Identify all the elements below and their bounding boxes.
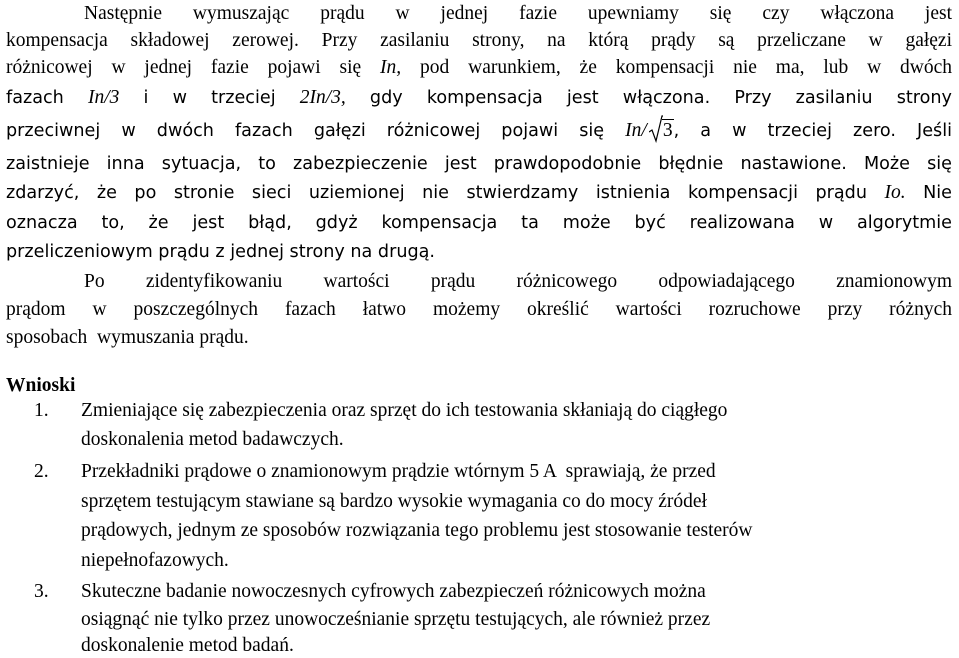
formula-in: In, xyxy=(380,57,402,78)
sqrt-operand: 3 xyxy=(662,120,673,141)
list-item-line: Zmieniające się zabezpieczenia oraz sprzęt do ich testowania skłaniają do ciągłego xyxy=(81,400,728,421)
list-item-line: niepełnofazowych. xyxy=(81,550,229,571)
text: zaistnieje inna sytuacja, to zabezpieczenie jest prawdopodobnie błędnie nastawione. Może się xyxy=(6,154,952,174)
list-number: 2. xyxy=(34,461,49,482)
text: Po zidentyfikowaniu wartości prądu różnicowego odpowiadającego znamionowym xyxy=(84,271,952,292)
text: sposobach wymuszania prądu. xyxy=(6,327,249,348)
list-item-line: osiągnąć nie tylko przez unowocześnianie sprzętu testujących, ale również przez xyxy=(81,609,711,630)
formula-2in-3: 2In/3, xyxy=(299,87,346,108)
sqrt-symbol xyxy=(649,119,674,143)
text: kompensacja składowej zerowej. Przy zasilaniu strony, na którą prądy są przeliczane w gałęzi xyxy=(6,30,952,51)
text: zdarzyć, że po stronie sieci uziemionej nie stwierdzamy istnienia kompensacji prądu xyxy=(6,183,885,203)
list-number: 1. xyxy=(34,400,49,421)
text: przeciwnej w dwóch fazach gałęzi różnicowej pojawi się xyxy=(6,121,626,141)
list-item-line: doskonalenie metod badań. xyxy=(81,635,294,656)
list-item-line: Skuteczne badanie nowoczesnych cyfrowych zabezpieczeń różnicowych można xyxy=(81,581,706,602)
text: Nie xyxy=(905,183,952,203)
list-item-line: Przekładniki prądowe o znamionowym prądzie wtórnym 5 A sprawiają, że przed xyxy=(81,461,716,482)
paragraph-1-line-8 xyxy=(6,211,952,235)
formula-in-over: In/ xyxy=(625,120,647,141)
conclusions-heading: Wnioski xyxy=(6,375,76,396)
text: fazach xyxy=(6,88,88,108)
paragraph-1-line-3 xyxy=(6,56,952,80)
list-item-line: doskonalenia metod badawczych. xyxy=(81,429,344,450)
paragraph-1-line-2 xyxy=(6,29,952,53)
text: prądom w poszczególnych fazach łatwo możemy określić wartości rozruchowe przy różnych xyxy=(6,299,952,320)
text: różnicowej w jednej fazie pojawi się xyxy=(6,57,381,78)
paragraph-1-line-5 xyxy=(6,119,952,143)
list-number: 3. xyxy=(34,581,49,602)
paragraph-2-line-3 xyxy=(6,326,249,350)
paragraph-1-line-1 xyxy=(84,2,952,26)
text: Następnie wymuszając prądu w jednej fazie upewniamy się czy włączona jest xyxy=(84,3,952,24)
paragraph-1-line-7 xyxy=(6,181,952,205)
paragraph-2-line-2 xyxy=(6,298,952,322)
radical-sign xyxy=(649,115,663,143)
text: oznacza to, że jest błąd, gdyż kompensacja ta może być realizowana w algorytmie xyxy=(6,213,952,233)
text: pod warunkiem, że kompensacji nie ma, lub w dwóch xyxy=(401,57,952,78)
text: gdy kompensacja jest włączona. Przy zasilaniu strony xyxy=(345,88,952,108)
list-item-line: prądowych, jednym ze sposobów rozwiązania tego problemu jest stosowanie testerów xyxy=(81,520,753,541)
paragraph-1-line-9 xyxy=(6,240,435,264)
text: i w trzeciej xyxy=(119,88,300,108)
formula-io: Io. xyxy=(884,182,906,203)
text: , a w trzeciej zero. Jeśli xyxy=(673,121,952,141)
paragraph-1-line-4 xyxy=(6,86,952,110)
text: przeliczeniowym prądu z jednej strony na drugą. xyxy=(6,242,436,262)
list-item-line: sprzętem testującym stawiane są bardzo wysokie wymagania co do mocy źródeł xyxy=(81,491,707,512)
paragraph-1-line-6 xyxy=(6,152,952,176)
formula-in-3: In/3 xyxy=(87,87,120,108)
paragraph-2-line-1 xyxy=(84,270,952,294)
